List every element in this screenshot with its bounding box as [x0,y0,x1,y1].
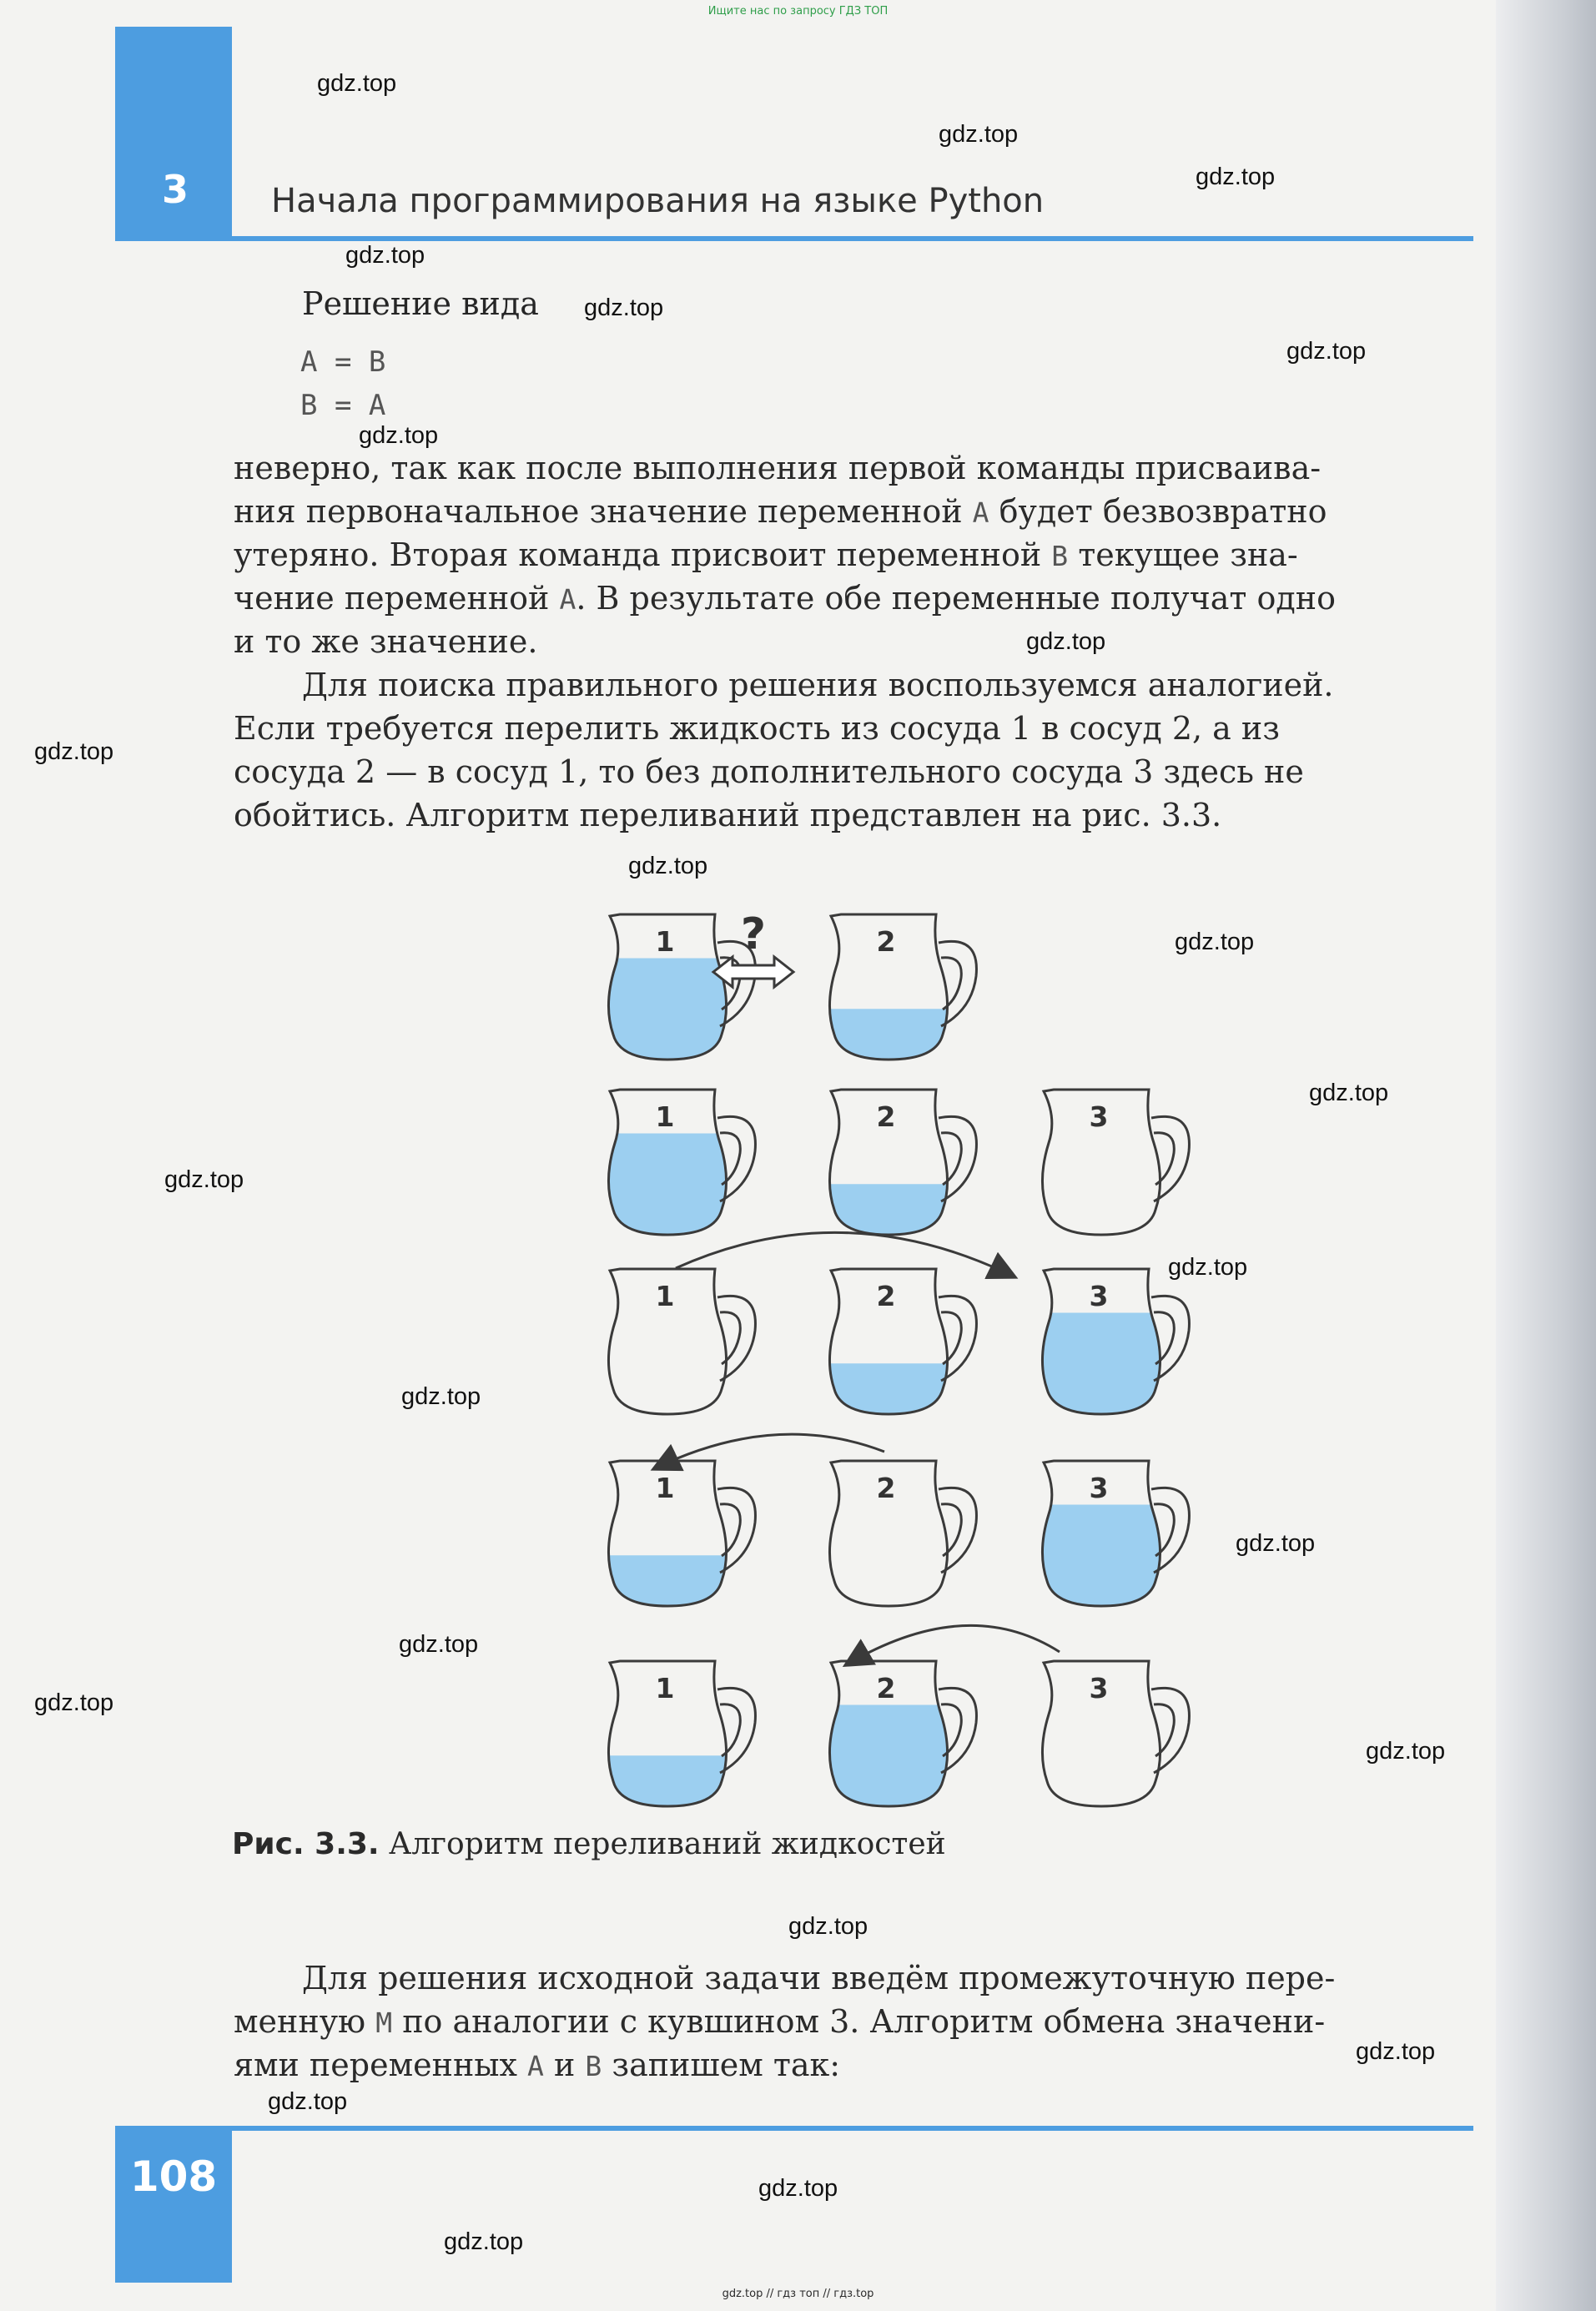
jug-number-label: 2 [876,1472,896,1504]
liquid-level [822,1184,955,1239]
jug-2 [822,914,976,1064]
jug-number-label: 1 [655,1672,675,1704]
paragraph-2-line-2: Если требуется перелить жидкость из сосуда 1 в сосуд 2, а из [234,710,1280,747]
watermark: gdz.top [1168,1254,1248,1281]
jug-number-label: 3 [1089,1672,1109,1704]
jug-1 [601,1661,755,1810]
chapter-number: 3 [161,167,189,212]
code-line-1: A = B [300,345,386,379]
jug-1 [601,914,755,1064]
liquid-level [822,1009,955,1064]
page-number: 108 [129,2152,218,2201]
watermark: gdz.top [584,295,664,321]
watermark: gdz.top [401,1383,481,1410]
watermark: gdz.top [317,70,397,97]
code-line-2: B = A [300,389,386,422]
watermark: gdz.top [1026,628,1106,655]
jug-number-label: 2 [876,1672,896,1704]
pour-arrow-2-to-1 [655,1434,884,1468]
watermark: gdz.top [939,121,1019,148]
paragraph-1-line-1: неверно, так как после выполнения первой команды присваива- [234,450,1322,486]
watermark: gdz.top [1286,338,1367,365]
paragraph-3-line-2: менную M по аналогии с кувшином 3. Алгоритм обмена значени- [234,2003,1326,2040]
watermark: gdz.top [1366,1738,1446,1765]
page-title: Начала программирования на языке Python [271,182,1045,220]
paragraph-2-line-4: обойтись. Алгоритм переливаний представлен на рис. 3.3. [234,797,1222,833]
paragraph-2-line-3: сосуда 2 — в сосуд 1, то без дополнительного сосуда 3 здесь не [234,753,1304,790]
watermark: gdz.top [758,2175,838,2202]
jug-2 [822,1661,976,1810]
watermark: gdz.top [399,1631,479,1658]
jug-number-label: 2 [876,1280,896,1312]
jug-number-label: 2 [876,1100,896,1133]
jug-3 [1042,1090,1189,1235]
bottom-banner-note: gdz.top // гдз топ // гдз.top [722,2288,874,2300]
liquid-level [601,1555,734,1610]
pour-arrow-3-to-2 [847,1625,1060,1664]
figure-caption: Рис. 3.3. Алгоритм переливаний жидкостей [232,1827,946,1861]
paragraph-1-line-2: ния первоначальное значение переменной A будет безвозвратно [234,493,1327,530]
watermark: gdz.top [1236,1530,1316,1557]
jug-1 [608,1269,755,1414]
jug-number-label: 1 [655,925,675,958]
jug-3 [1035,1461,1189,1610]
jug-2 [822,1269,976,1418]
jug-2 [829,1461,976,1606]
paragraph-1-line-3: утеряно. Вторая команда присвоит переменной B текущее зна- [234,536,1298,573]
jug-number-label: 1 [655,1280,675,1312]
question-mark: ? [740,909,767,959]
jug-1 [601,1090,755,1239]
liquid-level [601,1755,734,1810]
top-banner-note: Ищите нас по запросу ГДЗ ТОП [707,5,889,18]
jug-3 [1042,1661,1189,1806]
liquid-level [822,1363,955,1418]
watermark: gdz.top [1196,164,1276,190]
jug-number-label: 3 [1089,1100,1109,1133]
watermark: gdz.top [359,422,439,449]
jug-2 [822,1090,976,1239]
watermark: gdz.top [788,1913,868,1940]
jug-3 [1035,1269,1189,1418]
watermark: gdz.top [1175,929,1255,955]
watermark: gdz.top [164,1166,244,1193]
watermark: gdz.top [34,1689,114,1716]
jug-number-label: 1 [655,1472,675,1504]
paragraph-1-line-4: чение переменной A. В результате обе переменные получат одно [234,580,1337,617]
watermark: gdz.top [444,2228,524,2255]
watermark: gdz.top [1356,2038,1436,2065]
intro-lead: Решение вида [302,285,539,322]
watermark: gdz.top [345,242,425,269]
watermark: gdz.top [628,853,708,879]
paragraph-1-line-5: и то же значение. [234,623,538,660]
watermark: gdz.top [34,738,114,765]
watermark: gdz.top [1309,1080,1389,1106]
paragraph-3-line-1: Для решения исходной задачи введём промежуточную пере- [302,1960,1336,1996]
footer-divider [115,2126,1473,2131]
jug-number-label: 1 [655,1100,675,1133]
paragraph-3-line-3: ями переменных A и B запишем так: [234,2047,841,2083]
jug-1 [601,1461,755,1610]
jug-number-label: 2 [876,925,896,958]
paragraph-2-line-1: Для поиска правильного решения воспользуемся аналогией. [302,667,1334,703]
jug-number-label: 3 [1089,1472,1109,1504]
jug-number-label: 3 [1089,1280,1109,1312]
watermark: gdz.top [268,2088,348,2115]
